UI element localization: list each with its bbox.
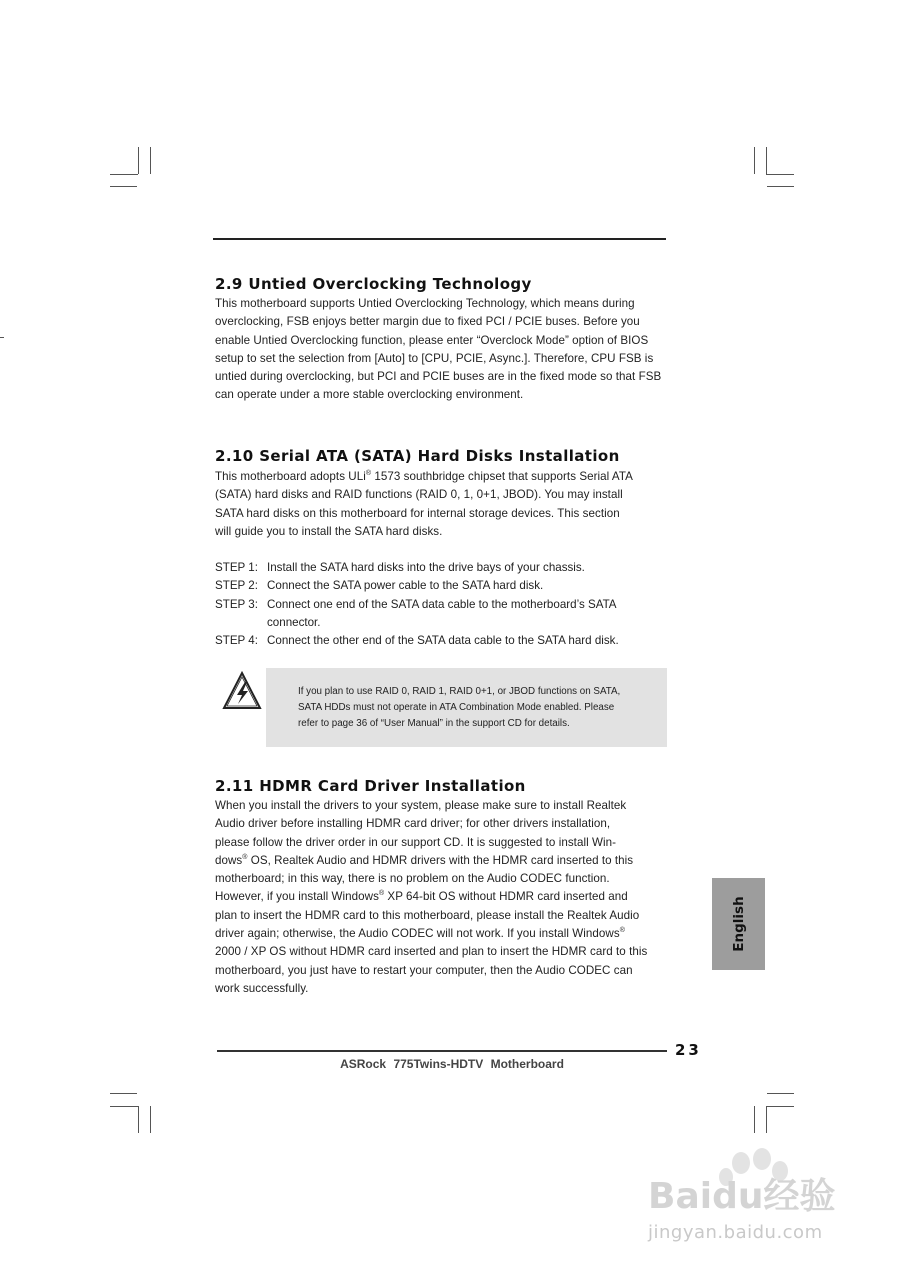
crop-mark	[766, 147, 767, 174]
section-2-10-body	[215, 468, 670, 541]
body-line: (SATA) hard disks and RAID functions (RAID 0, 1, 0+1, JBOD). You may install	[215, 488, 623, 502]
step-label: STEP 1:	[215, 561, 258, 574]
body-line: When you install the drivers to your system, please make sure to install Realtek	[215, 799, 627, 812]
language-tab	[712, 878, 765, 970]
crop-mark	[110, 1106, 138, 1107]
footer-rule	[217, 1050, 667, 1052]
crop-mark	[150, 1106, 151, 1133]
watermark-url: jingyan.baidu.com	[648, 1222, 823, 1243]
body-line: Audio driver before installing HDMR card driver; for other drivers installation,	[215, 817, 611, 831]
crop-mark	[754, 1106, 755, 1133]
step-text: Connect one end of the SATA data cable to the motherboard’s SATA	[267, 597, 617, 611]
crop-mark	[150, 147, 151, 174]
step-item	[215, 596, 670, 614]
body-line: untied during overclocking, but PCI and PCIE buses are in the fixed mode so that FSB	[215, 370, 662, 384]
body-line: motherboard; in this way, there is no problem on the Audio CODEC function.	[215, 872, 610, 886]
body-line: motherboard, you just have to restart your computer, then the Audio CODEC can	[215, 963, 633, 977]
body-line: work successfully.	[215, 981, 309, 995]
header-rule	[213, 238, 666, 240]
crop-mark	[766, 174, 794, 175]
crop-mark	[767, 1093, 794, 1094]
crop-mark	[110, 1093, 137, 1094]
note-line: SATA HDDs must not operate in ATA Combination Mode enabled. Please	[298, 702, 615, 714]
crop-mark	[110, 186, 137, 187]
language-tab-label: English	[730, 896, 747, 952]
step-item	[215, 632, 670, 650]
section-heading-2-9: 2.9 Untied Overclocking Technology	[215, 275, 532, 293]
watermark-logo: Baidu经验	[648, 1176, 836, 1217]
step-item	[215, 614, 670, 632]
section-2-9-body	[215, 295, 670, 405]
note-line: refer to page 36 of “User Manual” in the support CD for details.	[298, 718, 570, 730]
crop-mark	[0, 337, 4, 338]
step-label: STEP 4:	[215, 634, 258, 648]
warning-icon	[221, 670, 263, 712]
body-line: can operate under a more stable overclocking environment.	[215, 388, 524, 402]
step-item	[215, 577, 670, 595]
body-line: overclocking, FSB enjoys better margin due to fixed PCI / PCIE buses. Before you	[215, 315, 640, 329]
body-line: SATA hard disks on this motherboard for internal storage devices. This section	[215, 506, 620, 520]
step-label	[215, 614, 267, 632]
body-line: driver again; otherwise, the Audio CODEC will not work. If you install Windows®	[215, 927, 625, 941]
footer-title: ASRock 775Twins-HDTV Motherboard	[340, 1057, 564, 1071]
crop-mark	[766, 1106, 767, 1133]
crop-mark	[110, 174, 138, 175]
section-heading-2-11: 2.11 HDMR Card Driver Installation	[215, 777, 526, 795]
crop-mark	[138, 147, 139, 174]
step-label: STEP 3:	[215, 597, 258, 611]
note-box	[266, 668, 667, 747]
note-text	[298, 684, 620, 733]
crop-mark	[766, 1106, 794, 1107]
body-line: dows® OS, Realtek Audio and HDMR drivers with the HDMR card inserted to this	[215, 853, 634, 867]
step-text: Install the SATA hard disks into the drive bays of your chassis.	[267, 561, 585, 574]
body-line: setup to set the selection from [Auto] to [CPU, PCIE, Async.]. Therefore, CPU FSB is	[215, 351, 654, 365]
body-line: This motherboard supports Untied Overclocking Technology, which means during	[215, 297, 635, 310]
crop-mark	[138, 1106, 139, 1133]
step-text: Connect the SATA power cable to the SATA hard disk.	[267, 579, 544, 593]
step-list	[215, 559, 670, 650]
step-label: STEP 2:	[215, 579, 258, 593]
crop-mark	[767, 186, 794, 187]
body-line: will guide you to install the SATA hard disks.	[215, 524, 443, 538]
body-line: please follow the driver order in our support CD. It is suggested to install Win-	[215, 835, 616, 849]
step-text: Connect the other end of the SATA data cable to the SATA hard disk.	[267, 634, 619, 648]
step-item	[215, 559, 670, 577]
body-line: 2000 / XP OS without HDMR card inserted and plan to insert the HDMR card to this	[215, 945, 648, 959]
body-line: However, if you install Windows® XP 64-bit OS without HDMR card inserted and	[215, 890, 628, 904]
note-line: If you plan to use RAID 0, RAID 1, RAID 0+1, or JBOD functions on SATA,	[298, 686, 621, 697]
step-text: connector.	[267, 615, 321, 629]
page-number: 23	[675, 1041, 702, 1059]
crop-mark	[754, 147, 755, 174]
section-heading-2-10: 2.10 Serial ATA (SATA) Hard Disks Installation	[215, 447, 620, 465]
body-line: plan to insert the HDMR card to this motherboard, please install the Realtek Audio	[215, 908, 640, 922]
body-line: enable Untied Overclocking function, please enter “Overclock Mode” option of BIOS	[215, 333, 649, 347]
body-line: This motherboard adopts ULi® 1573 southbridge chipset that supports Serial ATA	[215, 470, 633, 483]
section-2-11-body	[215, 797, 670, 998]
